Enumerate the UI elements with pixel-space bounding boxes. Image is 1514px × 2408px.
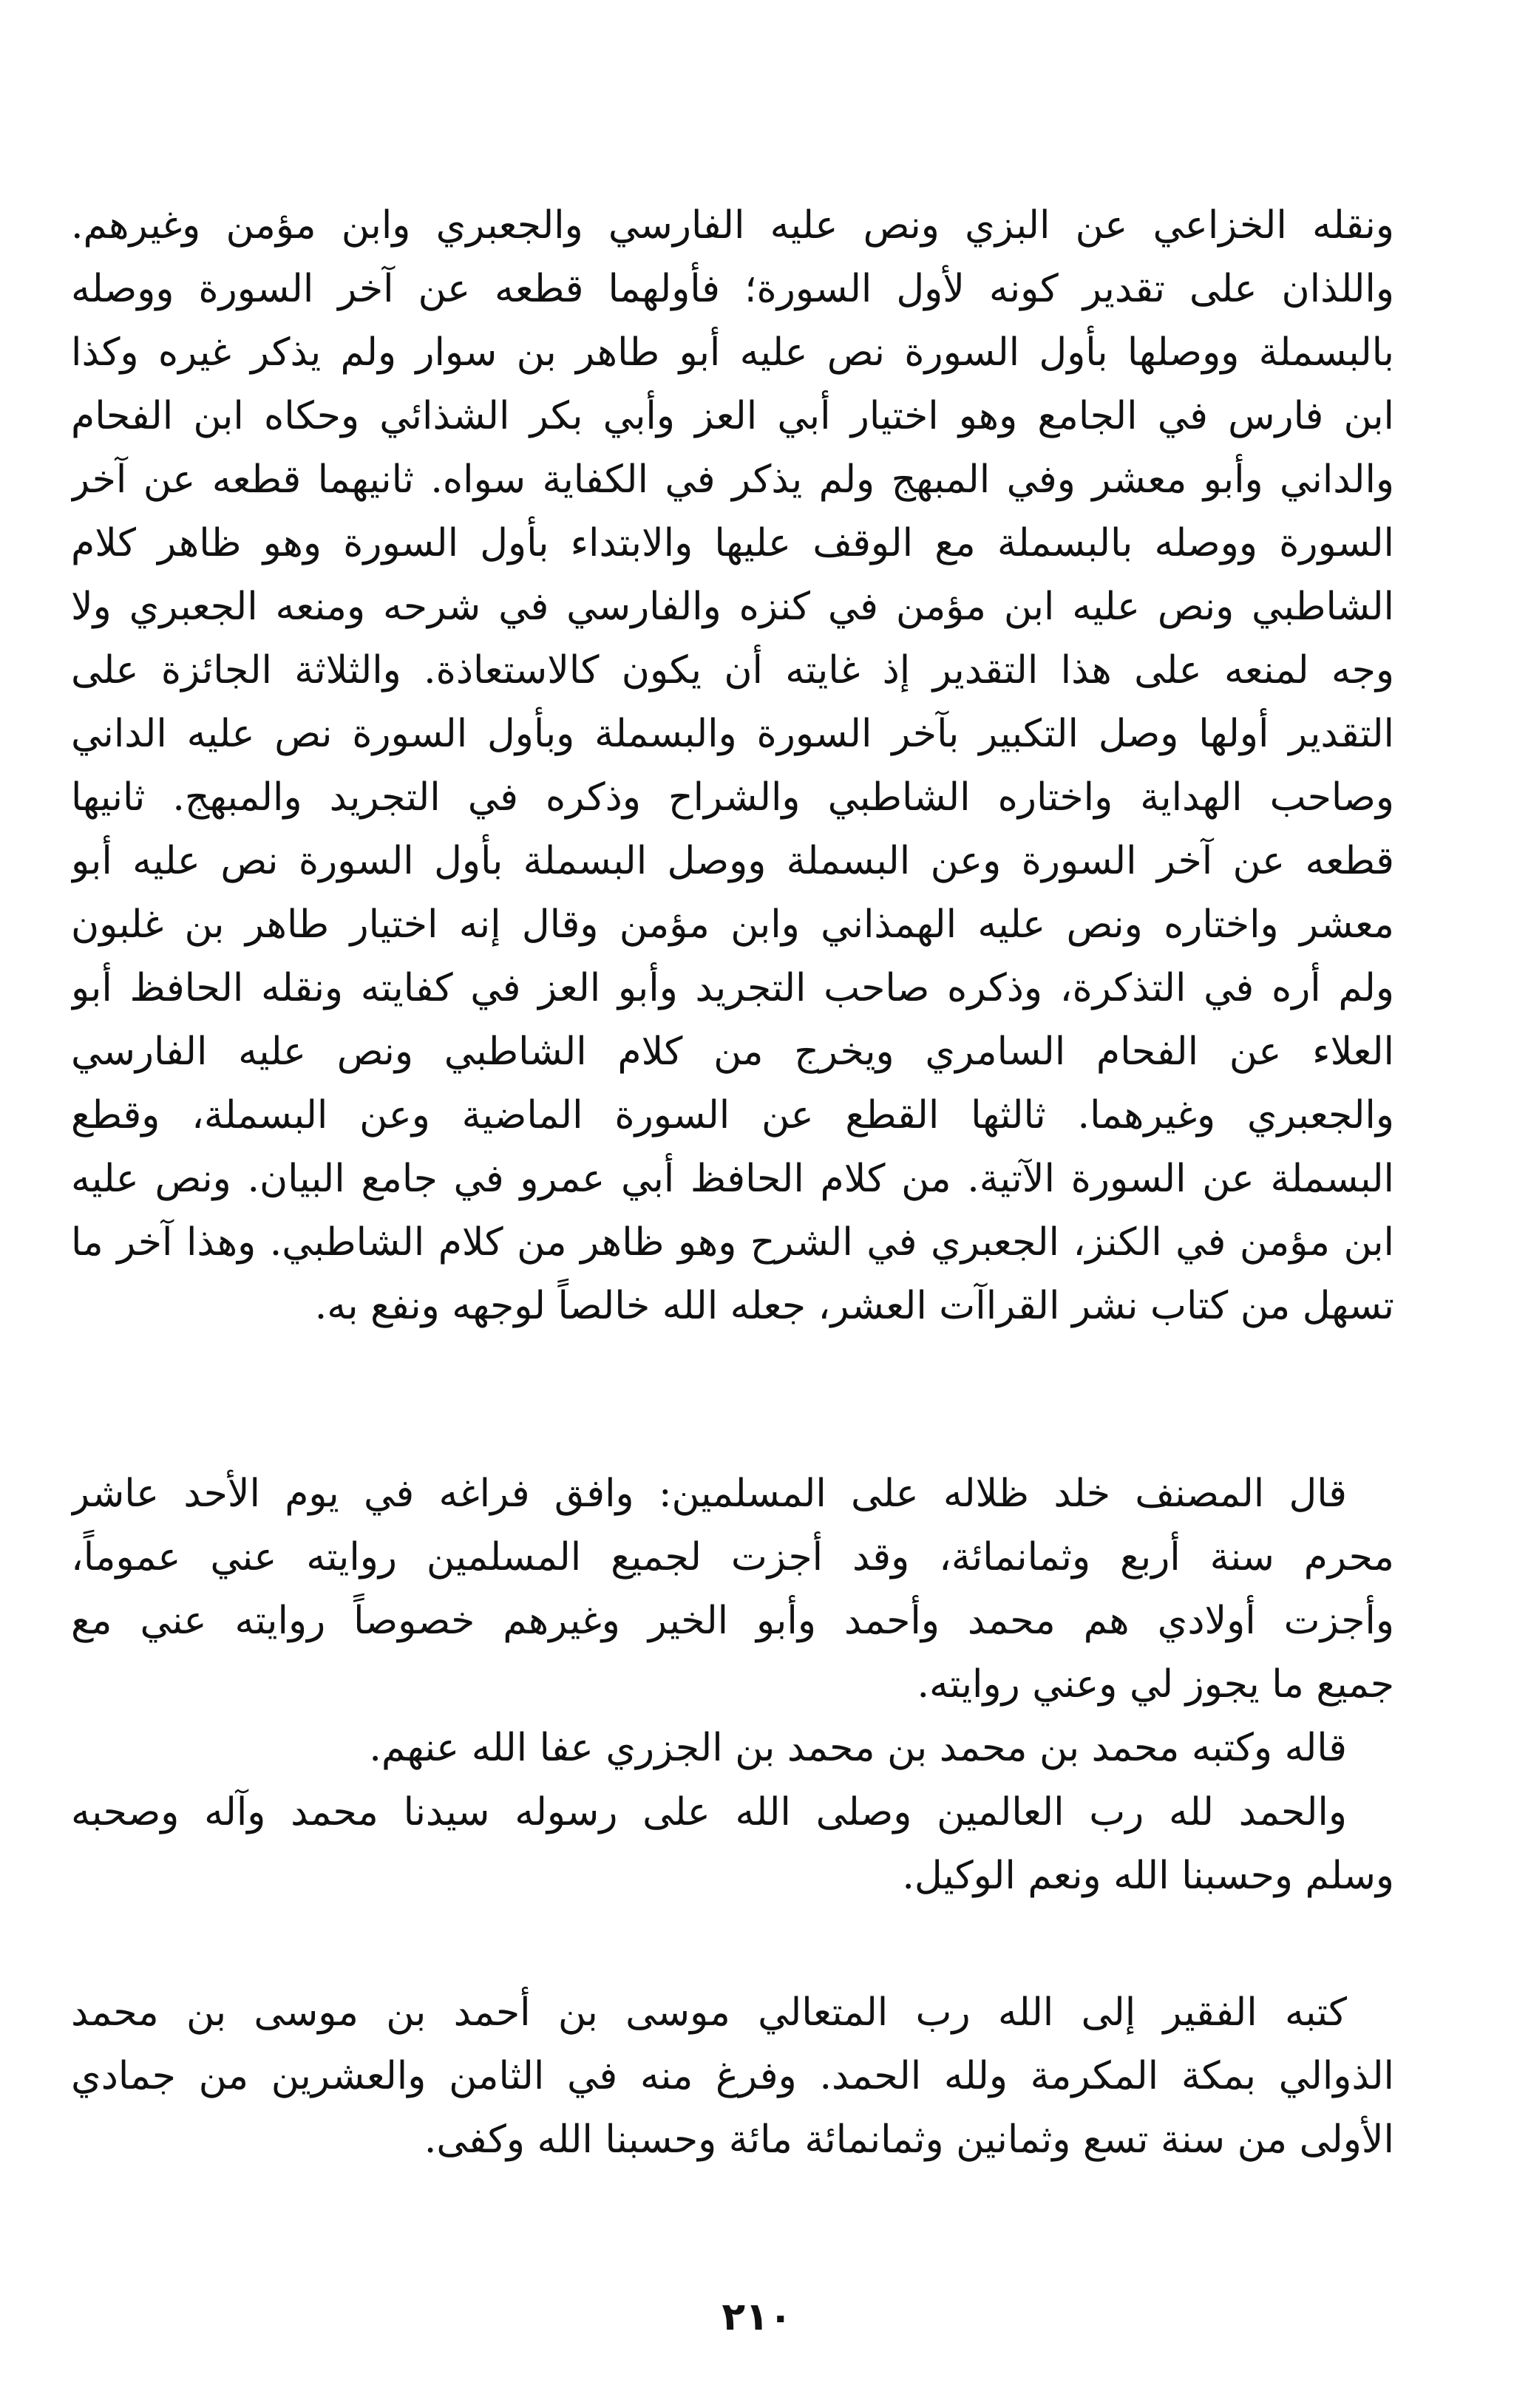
page-number: ٢١٠ — [722, 2295, 792, 2339]
text-line: محرم سنة أربع وثمانمائة، وقد أجزت لجميع المسلمين روايته عني عموماً، — [71, 1535, 1394, 1579]
paragraph-copyist-colophon — [71, 1981, 1394, 2171]
text-line: والجعبري وغيرهما. ثالثها القطع عن السورة الماضية وعن البسملة، وقطع — [71, 1093, 1394, 1137]
text-line: الأولى من سنة تسع وثمانين وثمانمائة مائة وحسبنا الله وكفى. — [424, 2118, 1394, 2162]
text-line: تسهل من كتاب نشر القراآت العشر، جعله الله خالصاً لوجهه ونفع به. — [314, 1284, 1394, 1328]
text-line: الذوالي بمكة المكرمة ولله الحمد. وفرغ منه في الثامن والعشرين من جمادي — [71, 2054, 1394, 2098]
text-line: قال المصنف خلد ظلاله على المسلمين: وافق فراغه في يوم الأحد عاشر — [71, 1472, 1347, 1516]
text-line: واللذان على تقدير كونه لأول السورة؛ فأولهما قطعه عن آخر السورة ووصله — [71, 267, 1394, 311]
text-line: ابن فارس في الجامع وهو اختيار أبي العز وأبي بكر الشذائي وحكاه ابن الفحام — [71, 394, 1394, 438]
text-line: بالبسملة ووصلها بأول السورة نص عليه أبو طاهر بن سوار ولم يذكر غيره وكذا — [71, 330, 1394, 375]
text-line: كتبه الفقير إلى الله رب المتعالي موسى بن أحمد بن موسى بن محمد — [71, 1990, 1347, 2035]
text-line: العلاء عن الفحام السامري ويخرج من كلام الشاطبي ونص عليه الفارسي — [71, 1030, 1394, 1074]
text-line: والحمد لله رب العالمين وصلى الله على رسوله سيدنا محمد وآله وصحبه — [71, 1790, 1347, 1834]
text-line: الشاطبي ونص عليه ابن مؤمن في كنزه والفارسي في شرحه ومنعه الجعبري ولا — [71, 585, 1394, 629]
text-line: السورة ووصله بالبسملة مع الوقف عليها والابتداء بأول السورة وهو ظاهر كلام — [71, 521, 1394, 565]
text-line: معشر واختاره ونص عليه الهمذاني وابن مؤمن وقال إنه اختيار طاهر بن غلبون — [71, 902, 1394, 947]
paragraph-author-colophon — [71, 1462, 1394, 1716]
text-line: والداني وأبو معشر وفي المبهج ولم يذكر في الكفاية سواه. ثانيهما قطعه عن آخر — [71, 458, 1394, 502]
paragraph-author-signature — [71, 1716, 1394, 1780]
text-line: وصاحب الهداية واختاره الشاطبي والشراح وذكره في التجريد والمبهج. ثانيها — [71, 775, 1394, 820]
text-line: قاله وكتبه محمد بن محمد بن محمد بن الجزري عفا الله عنهم. — [369, 1726, 1347, 1770]
text-line: قطعه عن آخر السورة وعن البسملة ووصل البسملة بأول السورة نص عليه أبو — [71, 839, 1394, 883]
paragraph-closing-section — [71, 194, 1394, 1338]
text-line: ابن مؤمن في الكنز، الجعبري في الشرح وهو ظاهر من كلام الشاطبي. وهذا آخر ما — [71, 1220, 1394, 1265]
text-line: ونقله الخزاعي عن البزي ونص عليه الفارسي والجعبري وابن مؤمن وغيرهم. — [71, 203, 1394, 248]
text-line: وأجزت أولادي هم محمد وأحمد وأبو الخير وغيرهم خصوصاً روايته عني مع — [71, 1599, 1394, 1643]
text-line: جميع ما يجوز لي وعني روايته. — [917, 1662, 1394, 1707]
text-line: البسملة عن السورة الآتية. من كلام الحافظ أبي عمرو في جامع البيان. ونص عليه — [71, 1157, 1394, 1201]
text-line: وجه لمنعه على هذا التقدير إذ غايته أن يكون كالاستعاذة. والثلاثة الجائزة على — [71, 648, 1394, 693]
text-line: وسلم وحسبنا الله ونعم الوكيل. — [902, 1854, 1394, 1898]
paragraph-doxology — [71, 1781, 1394, 1908]
text-line: ولم أره في التذكرة، وذكره صاحب التجريد وأبو العز في كفايته ونقله الحافظ أبو — [71, 966, 1394, 1010]
text-line: التقدير أولها وصل التكبير بآخر السورة والبسملة وبأول السورة نص عليه الداني — [71, 712, 1394, 756]
